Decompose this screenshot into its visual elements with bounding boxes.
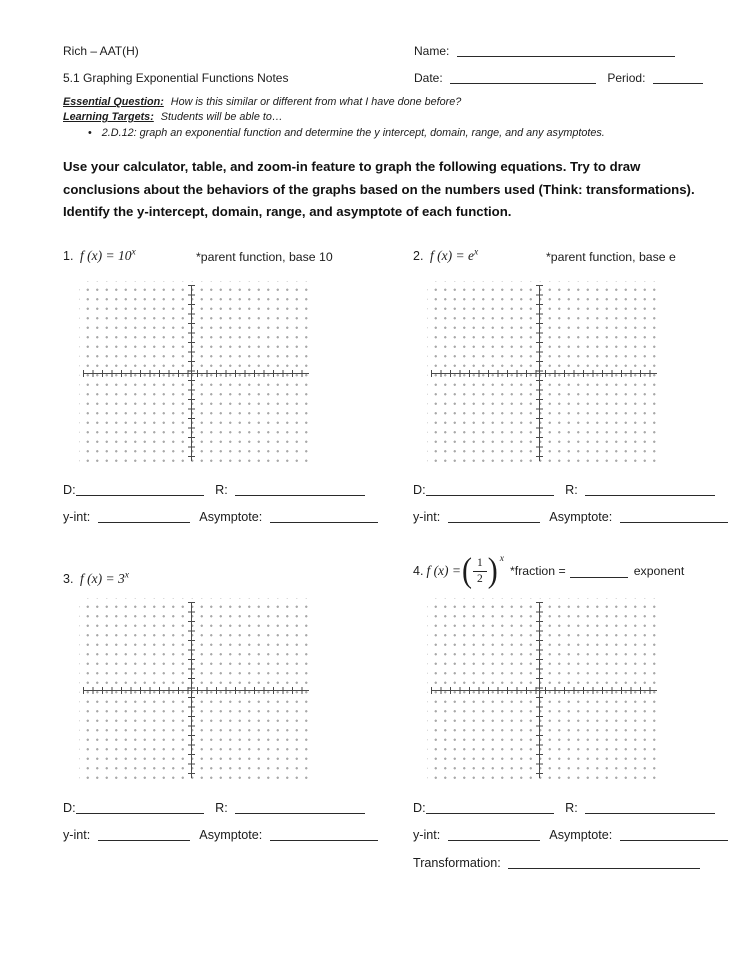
x-axis: [431, 687, 657, 694]
answer-ya-3: [63, 828, 378, 842]
problem-3-equation: f $(x) = 3^x$: [80, 570, 129, 586]
problem-4-equation-prefix: f (x) =: [426, 563, 462, 578]
date-blank: [450, 71, 596, 84]
yint-blank: [98, 510, 190, 523]
transformation-label: Transformation:: [413, 856, 501, 870]
problem-2-label: [413, 248, 478, 264]
asymptote-label: Asymptote:: [199, 510, 263, 524]
bullet-icon: •: [88, 127, 92, 139]
range-blank: [585, 483, 715, 496]
asymptote-blank: [620, 828, 728, 841]
learning-targets-text: Students will be able to…: [160, 111, 283, 123]
asymptote-blank: [270, 510, 378, 523]
open-paren: (: [462, 551, 473, 590]
domain-label: D:: [63, 483, 76, 497]
domain-blank: [426, 801, 554, 814]
exponent: x: [499, 554, 504, 564]
y-axis: [536, 285, 543, 461]
range-blank: [235, 483, 365, 496]
x-axis: [431, 370, 657, 377]
graph-grid-3: [79, 598, 313, 782]
range-label: R:: [215, 483, 228, 497]
answer-dr-4: [413, 801, 715, 815]
name-row: [414, 44, 675, 58]
problem-2-note: *parent function, base e: [546, 250, 676, 264]
asymptote-label: Asymptote:: [549, 828, 613, 842]
yint-blank: [448, 510, 540, 523]
domain-blank: [426, 483, 554, 496]
instructions-line1: Use your calculator, table, and zoom-in feature to graph the following equations. Try to draw: [63, 159, 641, 174]
page-title: 5.1 Graphing Exponential Functions Notes: [63, 71, 289, 85]
course-label: Rich – AAT(H): [63, 44, 139, 58]
answer-ya-2: [413, 510, 728, 524]
fraction-note-blank: [570, 565, 628, 578]
problem-4-number: 4.: [413, 564, 424, 578]
x-axis: [83, 370, 309, 377]
domain-label: D:: [413, 483, 426, 497]
learning-target-item: 2.D.12: graph an exponential function and determine the y intercept, domain, range, and any asymptotes.: [101, 127, 605, 139]
graph-grid-4: [427, 598, 661, 782]
period-label: Period:: [607, 71, 646, 85]
instructions: [63, 156, 703, 224]
asymptote-label: Asymptote:: [199, 828, 263, 842]
answer-dr-3: [63, 801, 365, 815]
range-label: R:: [215, 801, 228, 815]
problem-1-number: 1.: [63, 249, 74, 263]
fraction: [473, 556, 487, 586]
x-axis: [83, 687, 309, 694]
range-blank: [585, 801, 715, 814]
fraction-denominator: 2: [477, 572, 483, 585]
problem-3-number: 3.: [63, 572, 74, 586]
range-label: R:: [565, 483, 578, 497]
problem-1-label: [63, 248, 136, 264]
learning-target-item-row: [88, 127, 605, 139]
domain-blank: [76, 801, 204, 814]
problem-2-number: 2.: [413, 249, 424, 263]
period-blank: [653, 71, 703, 84]
domain-label: D:: [63, 801, 76, 815]
domain-label: D:: [413, 801, 426, 815]
learning-targets-label: Learning Targets:: [63, 111, 154, 123]
essential-question-text: How is this similar or different from what I have done before?: [170, 96, 462, 108]
yint-label: y-int:: [413, 510, 441, 524]
problem-3-label: [63, 571, 129, 587]
fraction-numerator: 1: [473, 556, 487, 571]
problem-4-note-suffix: exponent: [633, 564, 685, 578]
asymptote-blank: [270, 828, 378, 841]
problem-2-equation: f $(x) = e^x$: [430, 247, 479, 263]
problem-4-label: [413, 551, 685, 590]
asymptote-blank: [620, 510, 728, 523]
transformation-blank: [508, 856, 700, 869]
graph-grid-2: [427, 281, 661, 465]
asymptote-label: Asymptote:: [549, 510, 613, 524]
instructions-line3: Identify the y-intercept, domain, range, and asymptote of each function.: [63, 204, 512, 219]
name-label: Name:: [414, 44, 450, 58]
essential-question-label: Essential Question:: [63, 96, 164, 108]
yint-blank: [448, 828, 540, 841]
y-axis: [188, 285, 195, 461]
learning-targets-row: [63, 111, 283, 123]
answer-dr-1: [63, 483, 365, 497]
close-paren: ): [487, 551, 498, 590]
yint-blank: [98, 828, 190, 841]
answer-dr-2: [413, 483, 715, 497]
yint-label: y-int:: [63, 510, 91, 524]
name-blank: [457, 44, 675, 57]
problem-1-note: *parent function, base 10: [196, 250, 333, 264]
answer-ya-1: [63, 510, 378, 524]
problem-4-note-prefix: *fraction =: [510, 564, 566, 578]
range-blank: [235, 801, 365, 814]
date-label: Date:: [414, 71, 443, 85]
y-axis: [188, 602, 195, 778]
instructions-line2: conclusions about the behaviors of the graphs based on the numbers used (Think: transformations).: [63, 181, 695, 197]
graph-grid-1: [79, 281, 313, 465]
range-label: R:: [565, 801, 578, 815]
yint-label: y-int:: [63, 828, 91, 842]
domain-blank: [76, 483, 204, 496]
yint-label: y-int:: [413, 828, 441, 842]
essential-question-row: [63, 96, 461, 108]
answer-ya-4: [413, 828, 728, 842]
y-axis: [536, 602, 543, 778]
answer-transformation-4: [413, 856, 700, 870]
date-period-row: [414, 71, 703, 85]
problem-1-equation: f $(x) = 10^x$: [80, 247, 136, 263]
